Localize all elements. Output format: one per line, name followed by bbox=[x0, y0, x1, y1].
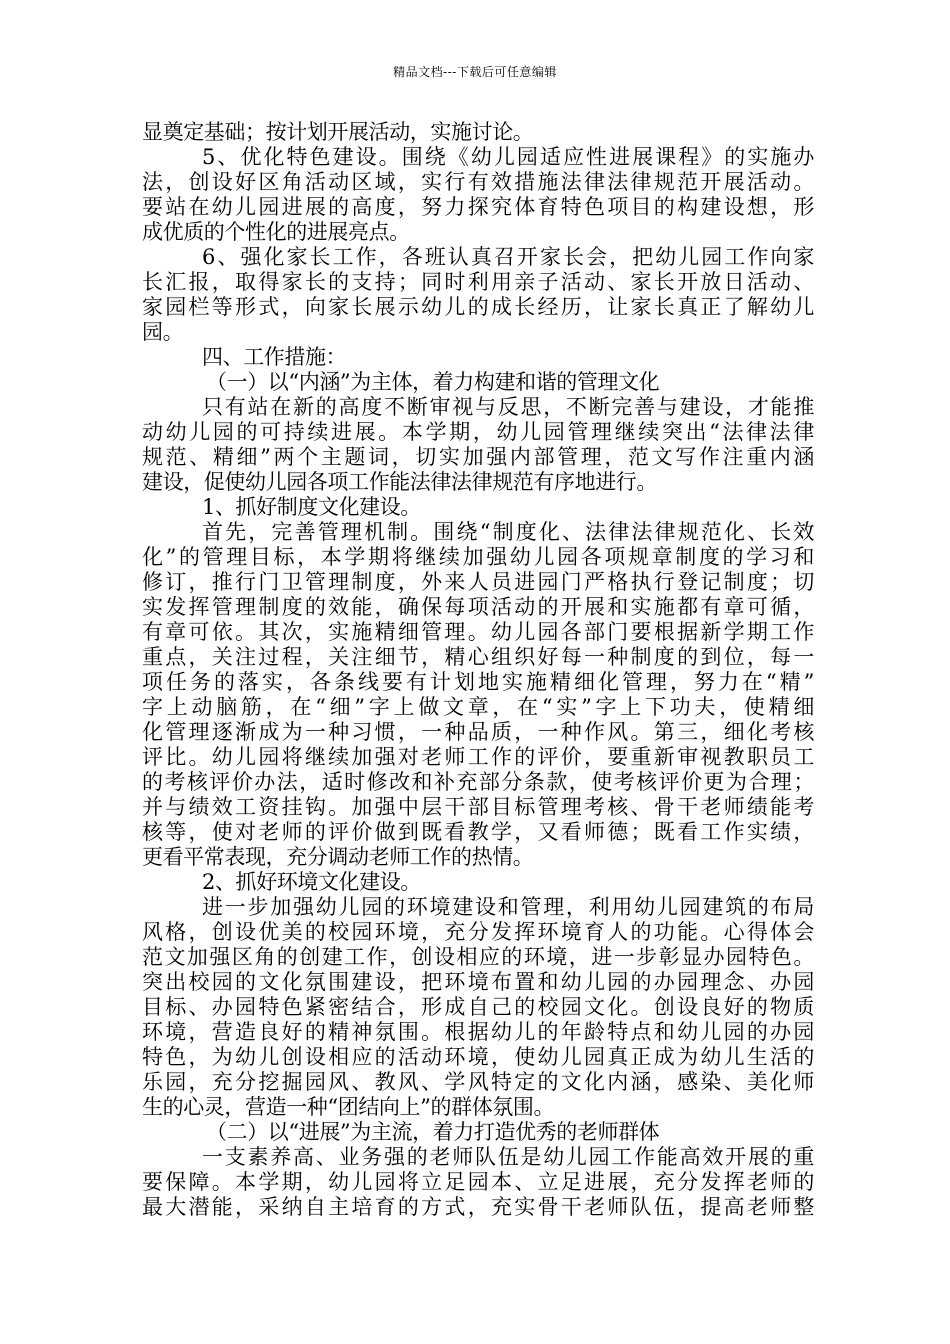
text-line: 2、抓好环境文化建设。 bbox=[202, 870, 421, 894]
text-line: 5、优化特色建设。围绕《幼儿园适应性进展课程》的实施办 bbox=[202, 145, 814, 169]
text-line: 动幼儿园的可持续进展。本学期，幼儿园管理继续突出“法律法律 bbox=[142, 420, 814, 444]
text-line: 并与绩效工资挂钩。加强中层干部目标管理考核、骨干老师绩能考 bbox=[142, 795, 814, 819]
text-line: 评比。幼儿园将继续加强对老师工作的评价，要重新审视教职员工 bbox=[142, 745, 814, 769]
text-line: 重点，关注过程，关注细节，精心组织好每一种制度的到位，每一 bbox=[142, 645, 814, 669]
text-line: 环境，营造良好的精神氛围。根据幼儿的年龄特点和幼儿园的办园 bbox=[142, 1020, 814, 1044]
text-line: 字上动脑筋，在“细”字上做文章，在“实”字上下功夫，使精细 bbox=[142, 695, 814, 719]
text-line: 范文加强区角的创建工作，创设相应的环境，进一步彰显办园特色。 bbox=[142, 945, 814, 969]
text-line: 要站在幼儿园进展的高度，努力探究体育特色项目的构建设想，形 bbox=[142, 195, 814, 219]
text-line: 生的心灵，营造一种“团结向上”的群体氛围。 bbox=[142, 1095, 555, 1119]
text-line: 目标、办园特色紧密结合，形成自己的校园文化。创设良好的物质 bbox=[142, 995, 814, 1019]
text-line: 规范、精细”两个主题词，切实加强内部管理，范文写作注重内涵 bbox=[142, 445, 814, 469]
text-line: 风格，创设优美的校园环境，充分发挥环境育人的功能。心得体会 bbox=[142, 920, 814, 944]
text-line: 化”的管理目标，本学期将继续加强幼儿园各项规章制度的学习和 bbox=[142, 545, 814, 569]
text-line: 只有站在新的高度不断审视与反思，不断完善与建设，才能推 bbox=[202, 395, 814, 419]
page-header: 精品文档---下载后可任意编辑 bbox=[393, 65, 557, 79]
text-line: 突出校园的文化氛围建设，把环境布置和幼儿园的办园理念、办园 bbox=[142, 970, 814, 994]
text-line: 园。 bbox=[142, 320, 184, 344]
text-line: 要保障。本学期，幼儿园将立足园本、立足进展，充分发挥老师的 bbox=[142, 1170, 814, 1194]
text-line: 1、抓好制度文化建设。 bbox=[202, 495, 421, 519]
text-line: 四、工作措施： bbox=[202, 345, 347, 369]
text-line: 6、强化家长工作，各班认真召开家长会，把幼儿园工作向家 bbox=[202, 245, 814, 269]
text-line: 化管理逐渐成为一种习惯，一种品质，一种作风。第三，细化考核 bbox=[142, 720, 814, 744]
text-line: 核等，使对老师的评价做到既看教学，又看师德；既看工作实绩， bbox=[142, 820, 814, 844]
text-line: 长汇报，取得家长的支持；同时利用亲子活动、家长开放日活动、 bbox=[142, 270, 814, 294]
text-line: 家园栏等形式，向家长展示幼儿的成长经历，让家长真正了解幼儿 bbox=[142, 295, 814, 319]
text-line: 一支素养高、业务强的老师队伍是幼儿园工作能高效开展的重 bbox=[202, 1145, 814, 1169]
text-line: 成优质的个性化的进展亮点。 bbox=[142, 220, 410, 244]
text-line: 更看平常表现，充分调动老师工作的热情。 bbox=[142, 845, 534, 869]
text-line: 首先，完善管理机制。围绕“制度化、法律法律规范化、长效 bbox=[202, 520, 814, 544]
document-body bbox=[142, 120, 814, 1220]
text-line: 最大潜能，采纳自主培育的方式，充实骨干老师队伍，提高老师整 bbox=[142, 1195, 814, 1219]
text-line: 修订，推行门卫管理制度，外来人员进园门严格执行登记制度；切 bbox=[142, 570, 814, 594]
text-line: 特色，为幼儿创设相应的活动环境，使幼儿园真正成为幼儿生活的 bbox=[142, 1045, 814, 1069]
text-line: 进一步加强幼儿园的环境建设和管理，利用幼儿园建筑的布局 bbox=[202, 895, 814, 919]
text-line: 乐园，充分挖掘园风、教风、学风特定的文化内涵，感染、美化师 bbox=[142, 1070, 814, 1094]
text-line: 有章可依。其次，实施精细管理。幼儿园各部门要根据新学期工作 bbox=[142, 620, 814, 644]
text-line: 实发挥管理制度的效能，确保每项活动的开展和实施都有章可循， bbox=[142, 595, 814, 619]
text-line: 显奠定基础；按计划开展活动，实施讨论。 bbox=[142, 120, 534, 144]
text-line: 的考核评价办法，适时修改和补充部分条款，使考核评价更为合理； bbox=[142, 770, 814, 794]
text-line: 法，创设好区角活动区域，实行有效措施法律法律规范开展活动。 bbox=[142, 170, 814, 194]
text-line: （一）以“内涵”为主体，着力构建和谐的管理文化 bbox=[206, 370, 660, 394]
text-line: （二）以“进展”为主流，着力打造优秀的老师群体 bbox=[206, 1120, 660, 1144]
text-line: 项任务的落实，各条线要有计划地实施精细化管理，努力在“精” bbox=[142, 670, 814, 694]
text-line: 建设，促使幼儿园各项工作能法律法律规范有序地进行。 bbox=[142, 470, 657, 494]
